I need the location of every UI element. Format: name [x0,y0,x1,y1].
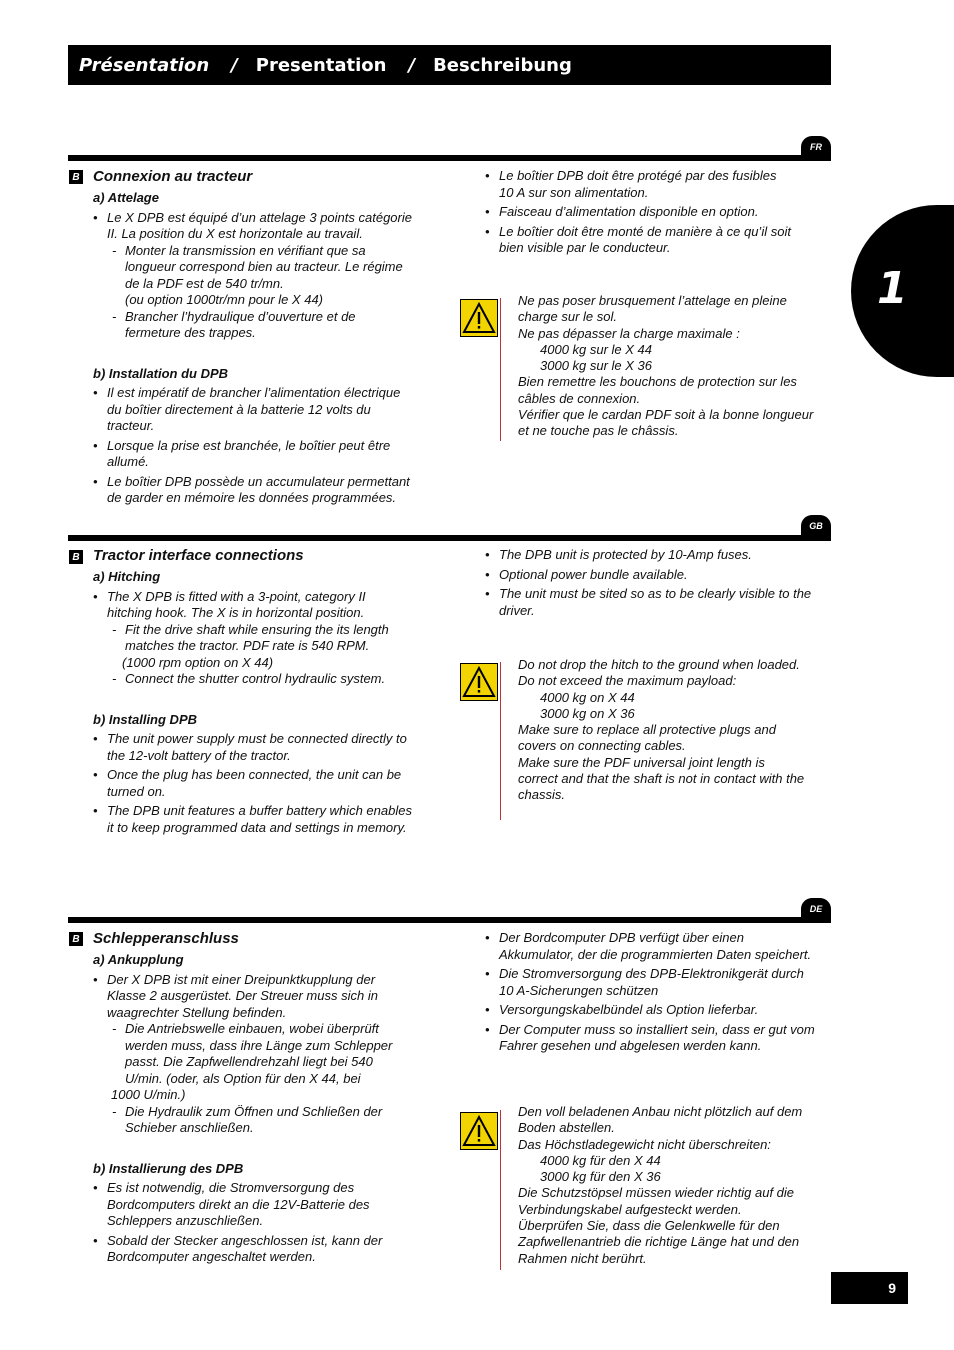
section-title-gb: Tractor interface connections [93,547,304,564]
list-item: • The DPB unit features a buffer battery which enables it to keep programmed data and settings in memory. [93,803,413,836]
list-item: • Le boîtier doit être monté de manière à ce qu’il soit bien visible par le conducteur. [485,224,815,257]
section-letter-badge: B [69,170,83,184]
header-title-de: Beschreibung [433,54,572,76]
fr-right-column [485,168,815,260]
header-separator: / [231,54,238,76]
lang-badge-gb: GB [801,515,831,537]
list-item: • Der Bordcomputer DPB verfügt über einen Akkumulator, der die programmierten Daten speichert. [485,930,815,963]
section-rule [68,917,831,923]
warning-text-de: Den voll beladenen Anbau nicht plötzlich auf dem Boden abstellen. Das Höchstladegewicht nicht überschreiten: 4000 kg für den X 44 3000 kg für den X 36 Die Schutzstöpsel müssen wieder richtig auf die Verbindungskabel aufgesteckt werden. Überprüfen Sie, dass die Gelenkwelle für den Zapfwellenantrieb die richtige Länge hat und den Rahmen nicht berührt. [518,1104,803,1266]
list-item: • Optional power bundle available. [485,567,815,584]
section-rule [68,535,831,541]
subheading: b) Installierung des DPB [93,1160,244,1176]
list-item: • The unit power supply must be connected directly to the 12-volt battery of the tractor. [93,731,413,764]
list-item: • Der X DPB ist mit einer Dreipunktkupplung der Klasse 2 ausgerüstet. Der Streuer muss sich in waagrechter Stellung befinden. [93,972,433,1022]
list-item: • The DPB unit is protected by 10-Amp fuses. [485,547,815,564]
lang-badge-de: DE [801,898,831,920]
list-item: - Die Antriebswelle einbauen, wobei überprüft werden muss, dass ihre Länge zum Schlepper passt. Die Zapfwellendrehzahl liegt bei 540 U/min. (oder, als Option für den X 44, bei 1000 U/min.) [93,1021,433,1104]
warning-text-fr: Ne pas poser brusquement l’attelage en pleine charge sur le sol. Ne pas dépasser la charge maximale : 4000 kg sur le X 44 3000 kg sur le X 36 Bien remettre les bouchons de protection sur les câbles de connexion. Vérifier que le cardan PDF soit à la bonne longueur et ne touche pas le châssis. [518,293,814,439]
list-item: • Le boîtier DPB possède un accumulateur permettant de garder en mémoire les données programmées. [93,474,413,507]
list-item: - Die Hydraulik zum Öffnen und Schließen der Schieber anschließen. [93,1104,433,1137]
warning-triangle-icon [460,663,498,701]
section-letter-badge: B [69,550,83,564]
list-item: • Die Stromversorgung des DPB-Elektronikgerät durch 10 A-Sicherungen schützen [485,966,815,999]
warning-divider [500,298,501,441]
page-header [68,45,831,85]
chapter-number: 1 [877,263,908,314]
list-item: - Connect the shutter control hydraulic system. [93,671,433,688]
list-item: • Versorgungskabelbündel als Option lieferbar. [485,1002,815,1019]
gb-right-column [485,547,815,622]
fr-left-column [93,190,433,510]
gb-left-column [93,569,433,839]
list-item: • Lorsque la prise est branchée, le boîtier peut être allumé. [93,438,413,471]
section-letter-badge: B [69,932,83,946]
section-title-fr: Connexion au tracteur [93,168,253,185]
section-rule [68,155,831,161]
chapter-tab [851,205,954,377]
list-item: • Es ist notwendig, die Stromversorgung des Bordcomputers direkt an die 12V-Batterie des Schleppers anzuschließen. [93,1180,403,1230]
list-item: - Brancher l’hydraulique d’ouverture et de fermeture des trappes. [93,309,433,342]
warning-text-gb: Do not drop the hitch to the ground when loaded. Do not exceed the maximum payload: 4000 kg on X 44 3000 kg on X 36 Make sure to replace all protective plugs and covers on connecting cables. Make sure the PDF universal joint length is correct and that the shaft is not in contact with the chassis. [518,657,805,803]
page-number: 9 [831,1272,908,1304]
list-item: - Monter la transmission en vérifiant que sa longueur correspond bien au tracteur. Le régime de la PDF est de 540 tr/mn. (ou option 1000tr/mn pour le X 44) [93,243,433,309]
subheading: b) Installing DPB [93,711,197,727]
list-item: • Once the plug has been connected, the unit can be turned on. [93,767,413,800]
subheading: b) Installation du DPB [93,365,229,381]
list-item: • Faisceau d’alimentation disponible en option. [485,204,815,221]
list-item: • Sobald der Stecker angeschlossen ist, kann der Bordcomputer angeschaltet werden. [93,1233,403,1266]
subheading: a) Hitching [93,569,161,584]
header-title-gb: Presentation [255,54,387,76]
list-item: - Fit the drive shaft while ensuring the its length matches the tractor. PDF rate is 540 RPM. (1000 rpm option on X 44) [93,622,433,672]
warning-divider [500,1110,501,1270]
list-item: • Der Computer muss so installiert sein, dass er gut vom Fahrer gesehen und abgelesen werden kann. [485,1022,815,1055]
lang-badge-fr: FR [801,136,831,158]
header-separator: / [408,54,416,76]
header-title-fr: Présentation [79,54,210,76]
list-item: • Le X DPB est équipé d’un attelage 3 points catégorie II. La position du X est horizontale au travail. [93,210,433,243]
list-item: • Il est impératif de brancher l’alimentation électrique du boîtier directement à la batterie 12 volts du tracteur. [93,385,413,435]
warning-triangle-icon [460,1112,498,1150]
de-left-column [93,952,433,1269]
subheading: a) Ankupplung [93,952,184,967]
list-item: • The unit must be sited so as to be clearly visible to the driver. [485,586,815,619]
subheading: a) Attelage [93,190,159,205]
list-item: • The X DPB is fitted with a 3-point, category II hitching hook. The X is in horizontal position. [93,589,433,622]
list-item: • Le boîtier DPB doit être protégé par des fusibles 10 A sur son alimentation. [485,168,815,201]
warning-divider [500,662,501,820]
section-title-de: Schlepperanschluss [93,930,239,947]
warning-triangle-icon [460,299,498,337]
de-right-column [485,930,815,1058]
